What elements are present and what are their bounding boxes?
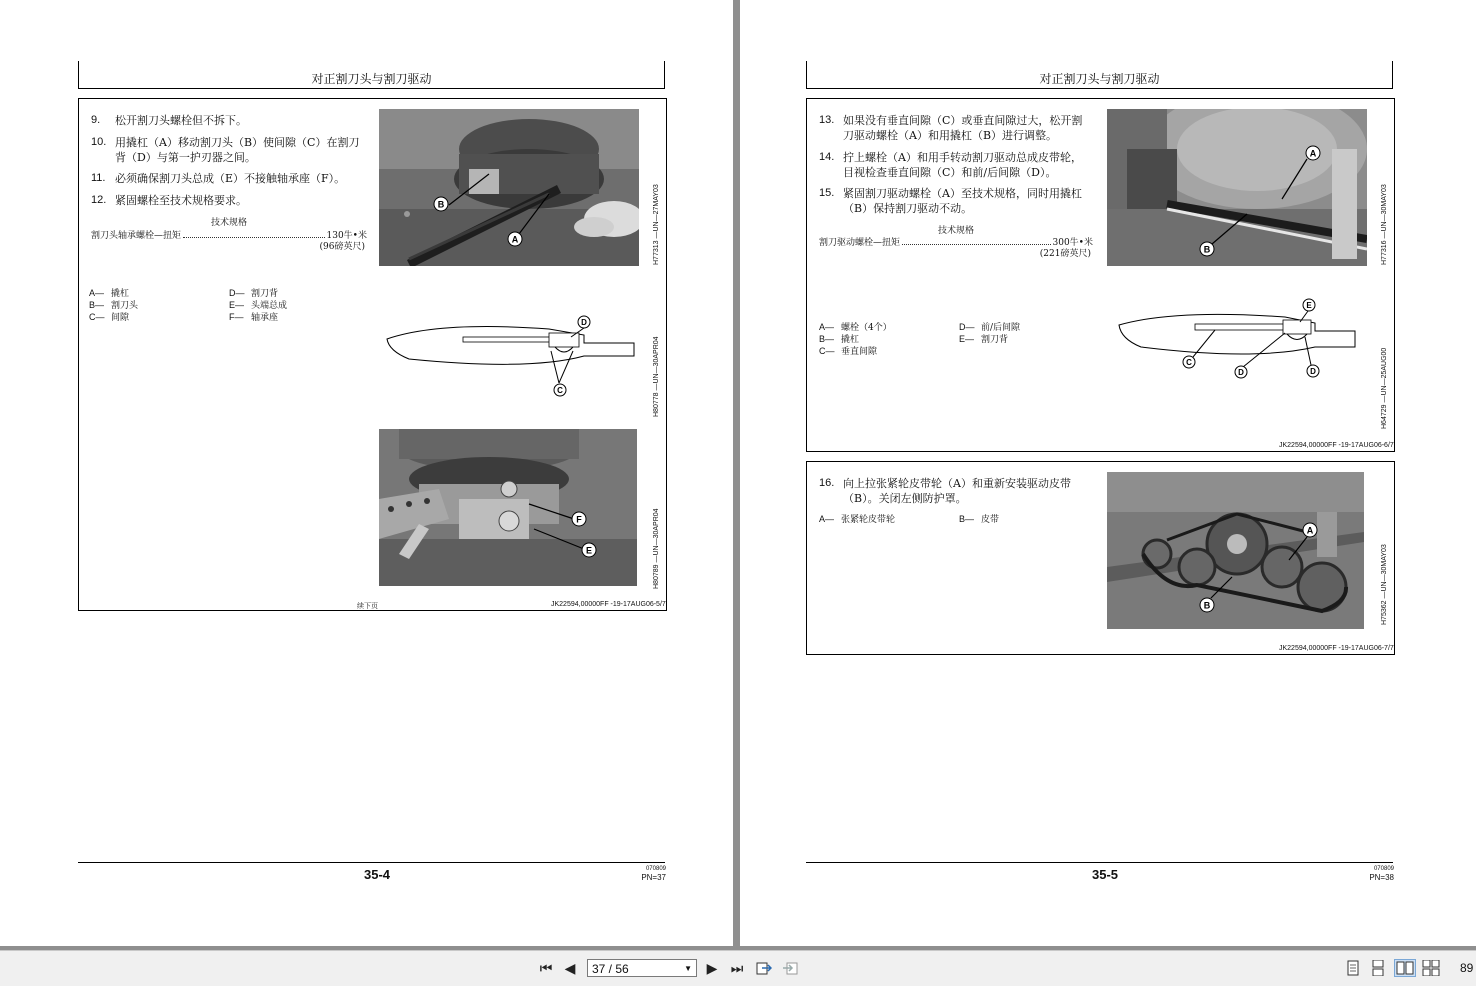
spec-leader: [183, 228, 324, 238]
photo-belt-tensioner: [1107, 472, 1364, 629]
spec-value: 300牛•米: [1052, 238, 1093, 248]
legend-e: E— 头端总成: [229, 300, 288, 311]
date-code: 070809: [1373, 866, 1394, 872]
spec-alt-value: (96磅英尺): [319, 242, 365, 252]
page-number-dropdown[interactable]: [587, 959, 697, 977]
callout-e: E: [585, 545, 593, 556]
legend-e: E— 割刀背: [959, 334, 1009, 345]
continued-label: 续下页: [357, 603, 378, 610]
image-code-3: H80789 —UN—30APR04: [653, 508, 660, 589]
right-page: [740, 0, 1476, 946]
first-page-icon[interactable]: ⏮: [539, 959, 553, 976]
image-code-1: H77316 —UN—30MAY03: [1381, 184, 1388, 265]
footer-reference: JK22594,00000FF -19-17AUG06-5/7: [551, 601, 666, 608]
legend-d: D— 前/后间隙: [959, 322, 1021, 333]
legend-a: A— 螺栓（4个）: [819, 322, 892, 333]
photo-bearing-housing: [379, 429, 637, 586]
diagram-drive-clearance: [1115, 295, 1365, 385]
step-number: 11.: [91, 172, 106, 184]
pn-label: PN=38: [1369, 873, 1394, 882]
step-number: 12.: [91, 194, 107, 206]
footer-rule: [78, 862, 665, 863]
step-text: 如果没有垂直间隙（C）或垂直间隙过大，松开割 刀驱动螺栓（A）和用撬杠（B）进行调整。: [843, 114, 1083, 142]
step-text: 必须确保割刀头总成（E）不接触轴承座（F）。: [115, 172, 346, 185]
footer-reference: JK22594,00000FF -19-17AUG06-6/7: [1279, 442, 1394, 449]
single-page-icon[interactable]: [1344, 959, 1362, 977]
step-number: 16.: [819, 477, 835, 489]
header-title: 对正割刀头与割刀驱动: [311, 72, 432, 86]
viewer-toolbar: [0, 950, 1476, 986]
step-number: 13.: [819, 114, 835, 126]
legend-a: A— 张紧轮皮带轮: [819, 514, 896, 525]
go-forward-icon[interactable]: [781, 959, 799, 977]
callout-a: A: [1309, 148, 1317, 159]
legend-d: D— 割刀背: [229, 288, 279, 299]
spec-value: 130牛•米: [326, 231, 367, 241]
legend-f: F— 轴承座: [229, 312, 279, 323]
spec-item: 割刀驱动螺栓—扭矩: [819, 238, 901, 248]
callout-a: A: [511, 234, 519, 245]
header-rule: [78, 88, 665, 89]
diagram-knife-clearance: [379, 311, 639, 401]
callout-d-1: D: [1238, 368, 1244, 377]
callout-b: B: [1203, 244, 1211, 255]
procedure-box: [78, 98, 667, 611]
step-text: 用撬杠（A）移动割刀头（B）使间隙（C）在割刀 背（D）与第一护刃器之间。: [115, 136, 360, 164]
callout-a: A: [1306, 525, 1314, 536]
callout-d: D: [581, 318, 587, 327]
pn-label: PN=37: [641, 873, 666, 882]
step-number: 14.: [819, 151, 835, 163]
step-text: 松开割刀头螺栓但不拆下。: [115, 114, 247, 127]
legend-c: C— 垂直间隙: [819, 346, 878, 357]
callout-c: C: [557, 386, 563, 395]
image-code-2: H80778 —UN—30APR04: [653, 336, 660, 417]
spec-title: 技术规格: [210, 218, 247, 228]
step-number: 15.: [819, 187, 835, 199]
callout-e: E: [1306, 301, 1312, 310]
step-number: 9.: [91, 114, 101, 126]
continuous-two-page-icon[interactable]: [1422, 959, 1440, 977]
image-code-1: H77313 —UN—27MAY03: [653, 184, 660, 265]
image-code-2: H64729 —UN—25AUG00: [1381, 347, 1388, 429]
procedure-box-2: [806, 461, 1395, 655]
date-code: 070809: [645, 866, 666, 872]
header-rule: [806, 88, 1393, 89]
left-page: [0, 0, 733, 946]
continuous-icon[interactable]: [1369, 959, 1387, 977]
spec-alt-value: (221磅英尺): [1039, 249, 1091, 259]
callout-b: B: [437, 199, 445, 210]
chevron-down-icon: ▼: [684, 964, 692, 973]
spec-leader: [902, 235, 1050, 245]
spec-title: 技术规格: [937, 226, 974, 236]
footer-rule: [806, 862, 1393, 863]
two-page-icon[interactable]: [1394, 959, 1416, 977]
legend-c: C— 间隙: [89, 312, 130, 323]
footer-reference: JK22594,00000FF -19-17AUG06-7/7: [1279, 645, 1394, 652]
callout-d-2: D: [1310, 367, 1316, 376]
legend-b: B— 割刀头: [89, 300, 139, 311]
legend-b: B— 皮带: [959, 514, 1000, 525]
header-title: 对正割刀头与割刀驱动: [1039, 72, 1160, 86]
legend-a: A— 撬杠: [89, 288, 130, 299]
spec-item: 割刀头轴承螺栓—扭矩: [91, 231, 182, 241]
step-text: 紧固割刀驱动螺栓（A）至技术规格，同时用撬杠 （B）保持割刀驱动不动。: [843, 187, 1082, 215]
go-back-icon[interactable]: [755, 959, 773, 977]
step-text: 向上拉张紧轮皮带轮（A）和重新安装驱动皮带 （B）。关闭左侧防护罩。: [843, 477, 1071, 505]
callout-f: F: [576, 514, 582, 525]
legend-b: B— 撬杠: [819, 334, 860, 345]
procedure-box-1: [806, 98, 1395, 452]
photo-knife-drive-bolts: [1107, 109, 1367, 266]
image-code-3: H75362 —UN—30MAY03: [1381, 544, 1388, 625]
last-page-icon[interactable]: ⏭: [730, 959, 744, 976]
step-text: 拧上螺栓（A）和用手转动割刀驱动总成皮带轮， 目视检查垂直间隙（C）和前/后间隙（D）。: [843, 151, 1082, 179]
step-text: 紧固螺栓至技术规格要求。: [115, 194, 247, 207]
photo-wrench-on-knife-head: [379, 109, 639, 266]
prev-page-icon[interactable]: ◀: [564, 959, 576, 976]
next-page-icon[interactable]: ▶: [706, 959, 718, 976]
callout-c: C: [1186, 358, 1192, 367]
page-number: 35-4: [364, 867, 391, 882]
page-number: 35-5: [1092, 867, 1119, 882]
step-number: 10.: [91, 136, 107, 148]
page-indicator: 37 / 56: [592, 962, 629, 976]
zoom-level[interactable]: 89: [1460, 961, 1474, 975]
callout-b: B: [1203, 600, 1211, 611]
